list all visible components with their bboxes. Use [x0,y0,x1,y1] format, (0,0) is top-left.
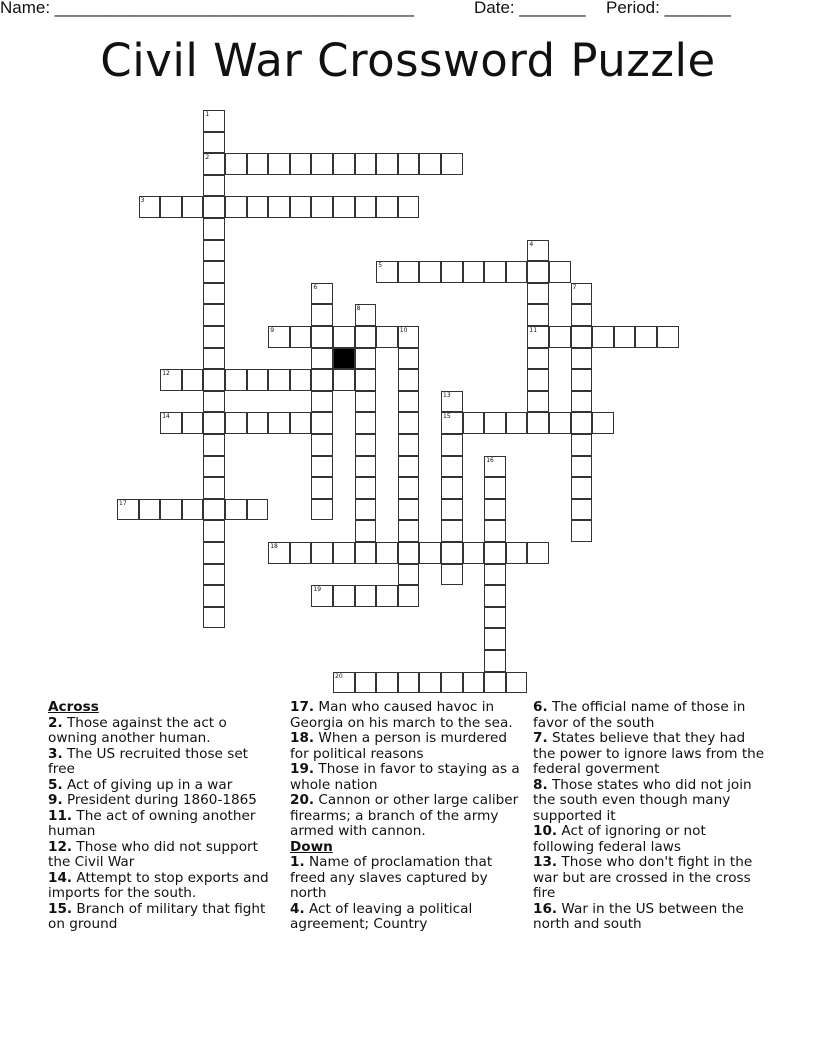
date-field[interactable]: Date: _______ [474,0,586,17]
grid-cell[interactable] [441,499,463,521]
clue-down-1 [290,902,522,933]
grid-cell[interactable] [225,153,247,175]
grid-cell[interactable] [614,326,636,348]
grid-cell[interactable] [441,153,463,175]
grid-cell[interactable] [376,585,398,607]
grid-cell[interactable] [311,456,333,478]
clue-down-7 [533,902,768,933]
grid-cell[interactable] [527,542,549,564]
clue-across-1 [48,747,278,778]
grid-cell[interactable] [441,520,463,542]
clue-across-10 [290,762,522,793]
grid-cell[interactable] [376,261,398,283]
clue-across-2 [48,778,278,794]
grid-cell[interactable] [333,672,355,694]
clue-text: The US recruited those set free [48,745,249,777]
clue-text: Those against the act o owning another human. [48,714,227,746]
grid-cell[interactable] [311,304,333,326]
cell-number: 3 [140,197,145,205]
clue-text: Those states who did not join the south even though many supported it [533,776,752,824]
grid-cell[interactable] [463,261,485,283]
grid-cell[interactable] [571,434,593,456]
clue-text: Those who don't fight in the war but are crossed in the cross fire [533,854,753,901]
clue-text: President during 1860-1865 [66,792,257,808]
grid-cell[interactable] [571,520,593,542]
clues-column-3 [533,700,768,933]
clues-column-1 [48,700,278,933]
grid-cell[interactable] [441,434,463,456]
grid-cell[interactable] [571,477,593,499]
grid-cell[interactable] [311,391,333,413]
cell-number: 2 [205,154,210,162]
grid-cell[interactable] [419,261,441,283]
grid-cell[interactable] [355,456,377,478]
grid-cell[interactable] [160,499,182,521]
grid-cell[interactable] [203,348,225,370]
clue-text: Man who caused havoc in Georgia on his march to the sea. [290,699,513,731]
grid-cell[interactable] [311,477,333,499]
grid-cell[interactable] [203,391,225,413]
grid-cell[interactable] [398,196,420,218]
grid-cell[interactable] [527,412,549,434]
grid-cell[interactable] [247,153,269,175]
grid-cell[interactable] [203,240,225,262]
grid-cell[interactable] [182,369,204,391]
grid-cell[interactable] [657,326,679,348]
period-field[interactable]: Period: _______ [606,0,731,17]
grid-cell[interactable] [355,326,377,348]
grid-cell[interactable] [290,542,312,564]
grid-cell[interactable] [441,477,463,499]
clue-across-11 [290,793,522,840]
grid-cell[interactable] [355,542,377,564]
grid-cell[interactable] [268,196,290,218]
grid-cell[interactable] [484,412,506,434]
grid-cell[interactable] [571,499,593,521]
grid-cell[interactable] [506,261,528,283]
grid-cell[interactable] [225,499,247,521]
grid-cell[interactable] [398,348,420,370]
clue-down-2 [533,700,768,731]
grid-cell[interactable] [203,499,225,521]
grid-cell[interactable] [506,672,528,694]
grid-cell[interactable] [203,218,225,240]
grid-cell[interactable] [247,412,269,434]
grid-cell[interactable] [182,412,204,434]
clue-text: When a person is murdered for political reasons [290,730,508,762]
grid-cell[interactable] [484,564,506,586]
grid-cell[interactable] [182,196,204,218]
grid-cell[interactable] [333,542,355,564]
grid-cell[interactable] [355,196,377,218]
grid-cell[interactable] [203,520,225,542]
grid-cell[interactable] [398,261,420,283]
grid-cell[interactable] [571,304,593,326]
grid-cell[interactable] [484,456,506,478]
grid-cell[interactable] [355,391,377,413]
grid-cell[interactable] [203,434,225,456]
grid-cell[interactable] [203,585,225,607]
grid-cell[interactable] [527,369,549,391]
name-field[interactable]: Name: ______________________________________ [0,0,415,17]
grid-cell[interactable] [419,672,441,694]
clue-number: 18. [290,730,315,746]
grid-cell[interactable] [268,369,290,391]
grid-cell[interactable] [355,477,377,499]
grid-cell[interactable] [506,412,528,434]
grid-cell[interactable] [355,434,377,456]
grid-cell[interactable] [463,672,485,694]
grid-cell[interactable] [203,412,225,434]
grid-cell[interactable] [398,520,420,542]
clue-text: Attempt to stop exports and imports for the south. [48,869,269,901]
clue-number: 15. [48,900,73,917]
grid-cell[interactable] [311,434,333,456]
grid-cell[interactable] [355,520,377,542]
grid-cell[interactable] [160,412,182,434]
grid-cell[interactable] [160,369,182,391]
grid-cell[interactable] [268,326,290,348]
grid-cell[interactable] [527,283,549,305]
grid-cell[interactable] [203,175,225,197]
grid-cell[interactable] [527,348,549,370]
clue-text: Act of giving up in a war [66,776,233,793]
grid-cell[interactable] [376,672,398,694]
clue-number: 3. [48,745,63,762]
clue-number: 5. [48,776,63,793]
grid-cell[interactable] [203,369,225,391]
cell-number: 1 [205,111,210,118]
cell-number: 9 [270,327,275,334]
grid-cell[interactable] [333,196,355,218]
clue-across-0 [48,716,278,747]
grid-cell[interactable] [484,628,506,650]
grid-cell[interactable] [549,326,571,348]
grid-cell[interactable] [527,326,549,348]
grid-cell[interactable] [203,283,225,305]
grid-cell[interactable] [182,499,204,521]
grid-cell[interactable] [463,412,485,434]
across-heading: Across [48,699,99,715]
grid-cell[interactable] [484,542,506,564]
grid-cell[interactable] [203,326,225,348]
grid-cell[interactable] [333,585,355,607]
grid-cell[interactable] [592,326,614,348]
clue-number: 13. [533,854,558,870]
grid-cell[interactable] [398,153,420,175]
grid-cell[interactable] [441,564,463,586]
grid-cell[interactable] [311,326,333,348]
grid-cell[interactable] [441,391,463,413]
grid-cell[interactable] [419,153,441,175]
cell-number: 13 [443,391,451,399]
clue-down-0 [290,855,522,902]
grid-cell[interactable] [311,499,333,521]
clue-number: 9. [48,792,63,808]
clue-number: 12. [48,838,73,855]
cell-number: 17 [119,499,127,507]
grid-cell[interactable] [355,304,377,326]
clue-across-4 [48,809,278,840]
cell-number: 7 [572,283,577,291]
grid-cell[interactable] [333,326,355,348]
grid-cell[interactable] [203,304,225,326]
grid-cell[interactable] [225,369,247,391]
grid-cell[interactable] [203,477,225,499]
cell-number: 4 [529,240,534,248]
clue-number: 16. [533,900,558,917]
clue-text: Those who did not support the Civil War [48,838,258,870]
cell-number: 5 [378,262,383,270]
grid-cell[interactable] [139,499,161,521]
cell-number: 14 [162,413,170,421]
grid-cell[interactable] [506,542,528,564]
grid-cell[interactable] [484,499,506,521]
clue-down-5 [533,824,768,855]
grid-cell[interactable] [484,672,506,694]
page-title: Civil War Crossword Puzzle [100,34,716,87]
grid-cell[interactable] [398,434,420,456]
down-heading: Down [290,838,333,855]
grid-cell[interactable] [355,585,377,607]
grid-cell[interactable] [398,412,420,434]
clue-number: 14. [48,869,73,886]
grid-cell[interactable] [571,283,593,305]
grid-cell[interactable] [441,261,463,283]
grid-cell[interactable] [290,326,312,348]
grid-cell[interactable] [398,542,420,564]
grid-cell[interactable] [484,261,506,283]
cell-number: 10 [399,327,408,334]
clue-number: 8. [533,776,548,793]
grid-cell[interactable] [398,369,420,391]
grid-cell[interactable] [268,542,290,564]
grid-cell[interactable] [398,499,420,521]
grid-cell[interactable] [225,196,247,218]
clue-text: War in the US between the north and south [533,900,744,932]
cell-number: 15 [443,413,451,421]
grid-cell[interactable] [290,412,312,434]
clue-text: The act of owning another human [48,807,256,839]
grid-cell[interactable] [117,499,139,521]
grid-cell[interactable] [398,585,420,607]
grid-cell[interactable] [376,326,398,348]
cell-number: 6 [313,283,318,291]
grid-cell[interactable] [203,607,225,629]
grid-cell[interactable] [355,412,377,434]
grid-cell[interactable] [441,542,463,564]
cell-number: 11 [529,327,538,334]
grid-cell[interactable] [203,564,225,586]
grid-cell[interactable] [419,542,441,564]
grid-cell[interactable] [355,499,377,521]
grid-cell[interactable] [268,412,290,434]
clue-number: 20. [290,792,315,808]
grid-cell[interactable] [139,196,161,218]
grid-cell[interactable] [463,542,485,564]
grid-cell[interactable] [484,585,506,607]
grid-cell[interactable] [484,477,506,499]
grid-cell[interactable] [355,672,377,694]
grid-cell[interactable] [160,196,182,218]
clue-number: 7. [533,730,548,746]
cell-number: 19 [313,586,322,594]
clue-text: Act of ignoring or not following federal laws [533,823,706,855]
grid-cell[interactable] [311,283,333,305]
grid-cell[interactable] [484,650,506,672]
grid-cell[interactable] [247,196,269,218]
grid-cell[interactable] [203,456,225,478]
grid-cell[interactable] [571,369,593,391]
clue-text: Those in favor to staying as a whole nation [290,761,520,793]
clue-number: 2. [48,714,63,731]
grid-cell[interactable] [203,261,225,283]
grid-cell[interactable] [441,672,463,694]
grid-cell[interactable] [527,304,549,326]
cell-number: 20 [335,672,343,680]
grid-cell[interactable] [311,153,333,175]
grid-cell[interactable] [290,153,312,175]
clue-number: 6. [533,699,548,715]
grid-cell[interactable] [571,456,593,478]
grid-cell[interactable] [333,369,355,391]
grid-cell[interactable] [441,412,463,434]
grid-cell[interactable] [311,585,333,607]
clue-text: Name of proclamation that freed any slaves captured by north [290,854,493,901]
black-cell [333,348,355,370]
grid-cell[interactable] [398,326,420,348]
cell-number: 12 [162,370,170,378]
grid-cell[interactable] [311,369,333,391]
grid-cell[interactable] [290,196,312,218]
grid-cell[interactable] [333,153,355,175]
clue-across-5 [48,840,278,871]
grid-cell[interactable] [376,153,398,175]
clues-column-2 [290,700,522,933]
grid-cell[interactable] [527,240,549,262]
grid-cell[interactable] [311,348,333,370]
grid-cell[interactable] [203,153,225,175]
grid-cell[interactable] [203,132,225,154]
grid-cell[interactable] [355,348,377,370]
clue-across-9 [290,731,522,762]
clue-number: 4. [290,900,305,917]
clue-across-3 [48,793,278,809]
grid-cell[interactable] [355,153,377,175]
grid-cell[interactable] [398,564,420,586]
grid-cell[interactable] [225,412,247,434]
clue-text: Cannon or other large caliber firearms; a branch of the army armed with cannon. [290,792,519,839]
grid-cell[interactable] [376,196,398,218]
cell-number: 16 [486,456,494,464]
grid-cell[interactable] [571,391,593,413]
grid-cell[interactable] [549,261,571,283]
grid-cell[interactable] [484,607,506,629]
clue-text: The official name of those in favor of the south [533,699,746,731]
clue-down-4 [533,778,768,825]
grid-cell[interactable] [290,369,312,391]
clue-number: 1. [290,854,305,870]
grid-cell[interactable] [527,261,549,283]
grid-cell[interactable] [398,477,420,499]
grid-cell[interactable] [549,412,571,434]
clue-number: 11. [48,807,73,824]
grid-cell[interactable] [398,672,420,694]
grid-cell[interactable] [203,542,225,564]
clue-text: Act of leaving a political agreement; Country [290,900,473,932]
cell-number: 8 [356,305,361,313]
grid-cell[interactable] [268,153,290,175]
clue-text: States believe that they had the power to ignore laws from the federal goverment [533,730,765,777]
grid-cell[interactable] [311,196,333,218]
grid-cell[interactable] [527,391,549,413]
grid-cell[interactable] [355,369,377,391]
clue-number: 17. [290,699,315,715]
clue-across-7 [48,902,278,933]
grid-cell[interactable] [247,499,269,521]
grid-cell[interactable] [441,456,463,478]
clue-number: 19. [290,761,315,777]
grid-cell[interactable] [247,369,269,391]
grid-cell[interactable] [571,412,593,434]
grid-cell[interactable] [311,412,333,434]
grid-cell[interactable] [592,412,614,434]
cell-number: 18 [270,543,278,550]
grid-cell[interactable] [398,456,420,478]
clue-across-8 [290,700,522,731]
grid-cell[interactable] [571,326,593,348]
grid-cell[interactable] [376,542,398,564]
grid-cell[interactable] [311,542,333,564]
clue-across-6 [48,871,278,902]
clue-down-6 [533,855,768,902]
grid-cell[interactable] [398,391,420,413]
grid-cell[interactable] [203,110,225,132]
clue-text: Branch of military that fight on ground [48,900,266,932]
grid-cell[interactable] [571,348,593,370]
grid-cell[interactable] [484,520,506,542]
clue-number: 10. [533,823,558,839]
grid-cell[interactable] [635,326,657,348]
clue-down-3 [533,731,768,778]
grid-cell[interactable] [203,196,225,218]
